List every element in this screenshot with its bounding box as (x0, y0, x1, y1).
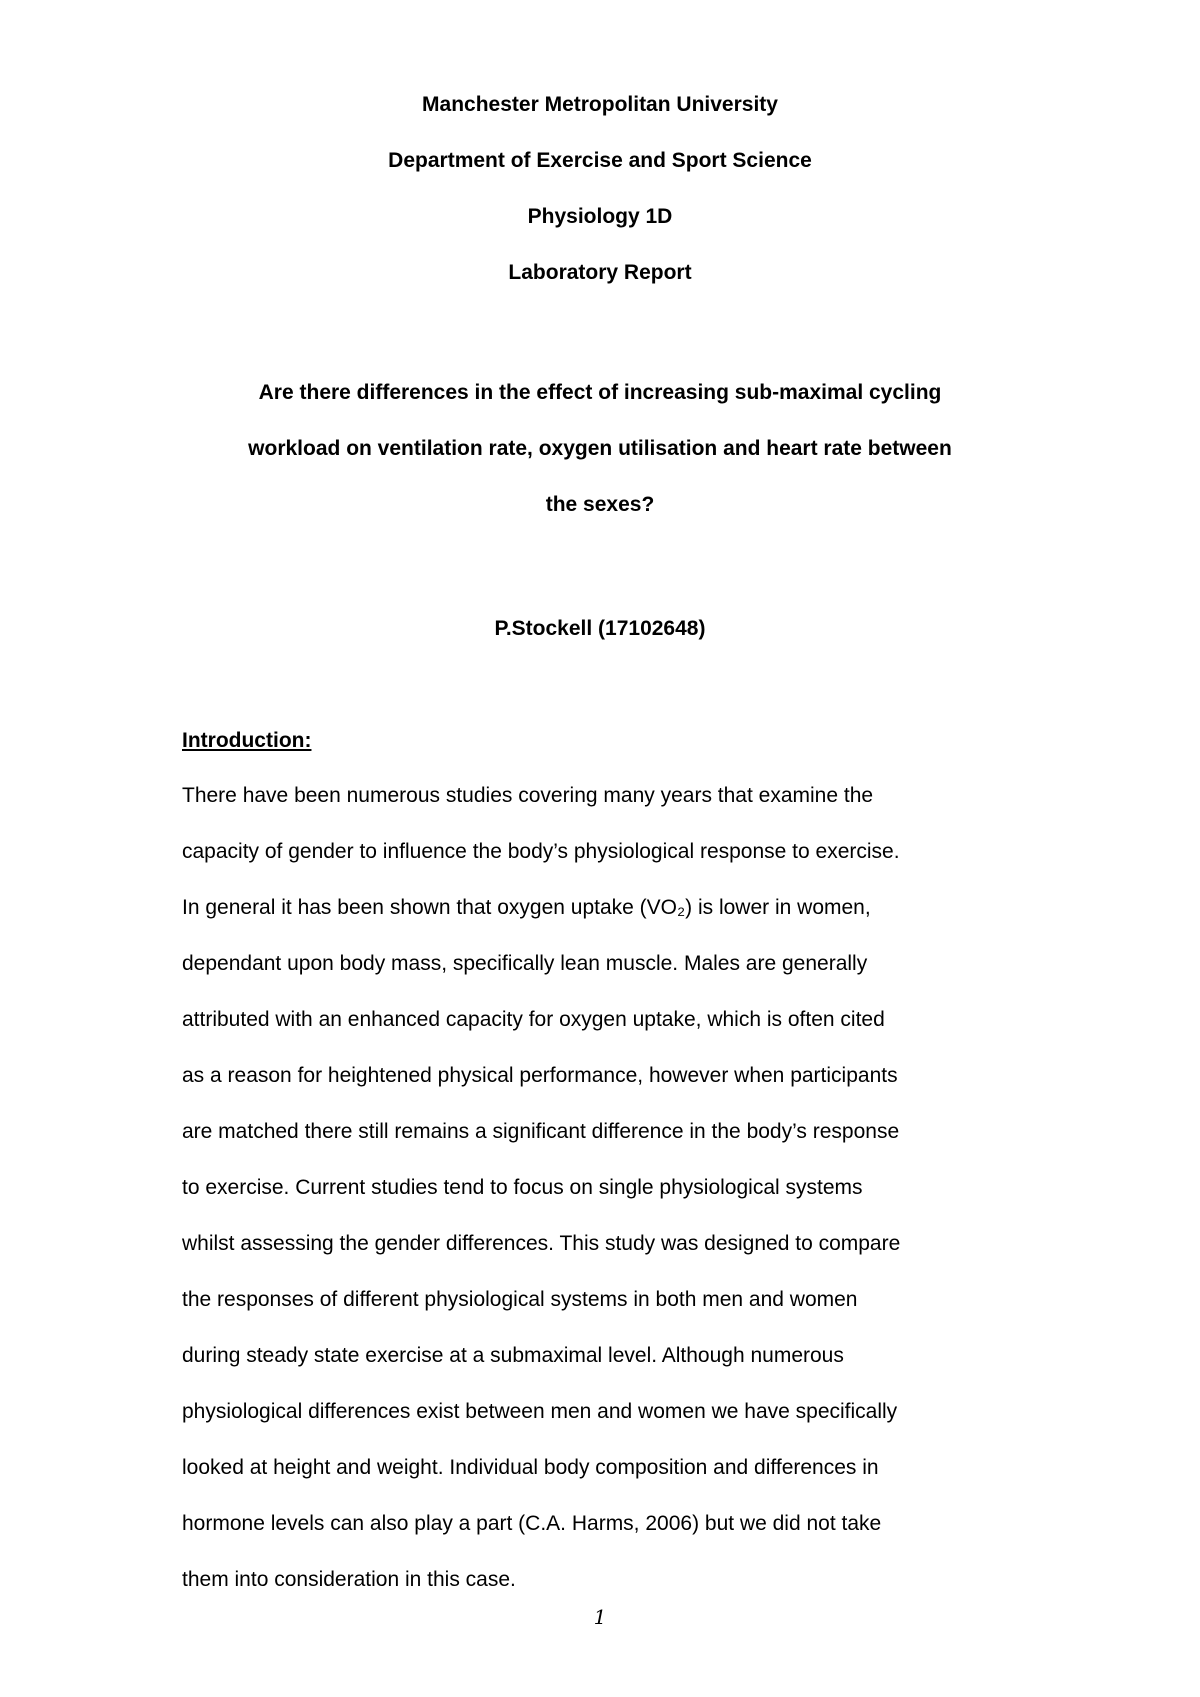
body-text-line: In general it has been shown that oxygen uptake (VO₂) is lower in women, (182, 896, 871, 919)
university-name: Manchester Metropolitan University (422, 93, 778, 116)
body-text-line: looked at height and weight. Individual body composition and differences in (182, 1456, 879, 1479)
body-text-line: to exercise. Current studies tend to focus on single physiological systems (182, 1176, 863, 1199)
body-text-line: during steady state exercise at a submaximal level. Although numerous (182, 1344, 844, 1367)
report-title-line: the sexes? (545, 493, 655, 516)
report-title-line: Are there differences in the effect of increasing sub-maximal cycling (258, 381, 942, 404)
body-text-line: are matched there still remains a significant difference in the body’s response (182, 1120, 900, 1143)
body-text-line: capacity of gender to influence the body’s physiological response to exercise. (182, 840, 900, 863)
introduction-heading: Introduction: (182, 729, 312, 752)
report-type: Laboratory Report (508, 261, 692, 284)
introduction-body (182, 781, 1042, 1621)
report-title-line: workload on ventilation rate, oxygen utilisation and heart rate between (248, 437, 952, 460)
page-number: 1 (593, 1605, 607, 1629)
body-text-line: as a reason for heightened physical performance, however when participants (182, 1064, 898, 1087)
body-text-line: whilst assessing the gender differences. This study was designed to compare (182, 1232, 901, 1255)
body-text-line: them into consideration in this case. (182, 1568, 516, 1591)
department-name: Department of Exercise and Sport Science (388, 149, 812, 172)
body-text-line: dependant upon body mass, specifically lean muscle. Males are generally (182, 952, 868, 975)
module-name: Physiology 1D (527, 205, 673, 228)
body-text-line: the responses of different physiological systems in both men and women (182, 1288, 858, 1311)
body-text-line: attributed with an enhanced capacity for oxygen uptake, which is often cited (182, 1008, 885, 1031)
body-text-line: hormone levels can also play a part (C.A. Harms, 2006) but we did not take (182, 1512, 882, 1535)
author-line: P.Stockell (17102648) (494, 617, 706, 640)
body-text-line: There have been numerous studies covering many years that examine the (182, 784, 874, 807)
body-text-line: physiological differences exist between men and women we have specifically (182, 1400, 898, 1423)
